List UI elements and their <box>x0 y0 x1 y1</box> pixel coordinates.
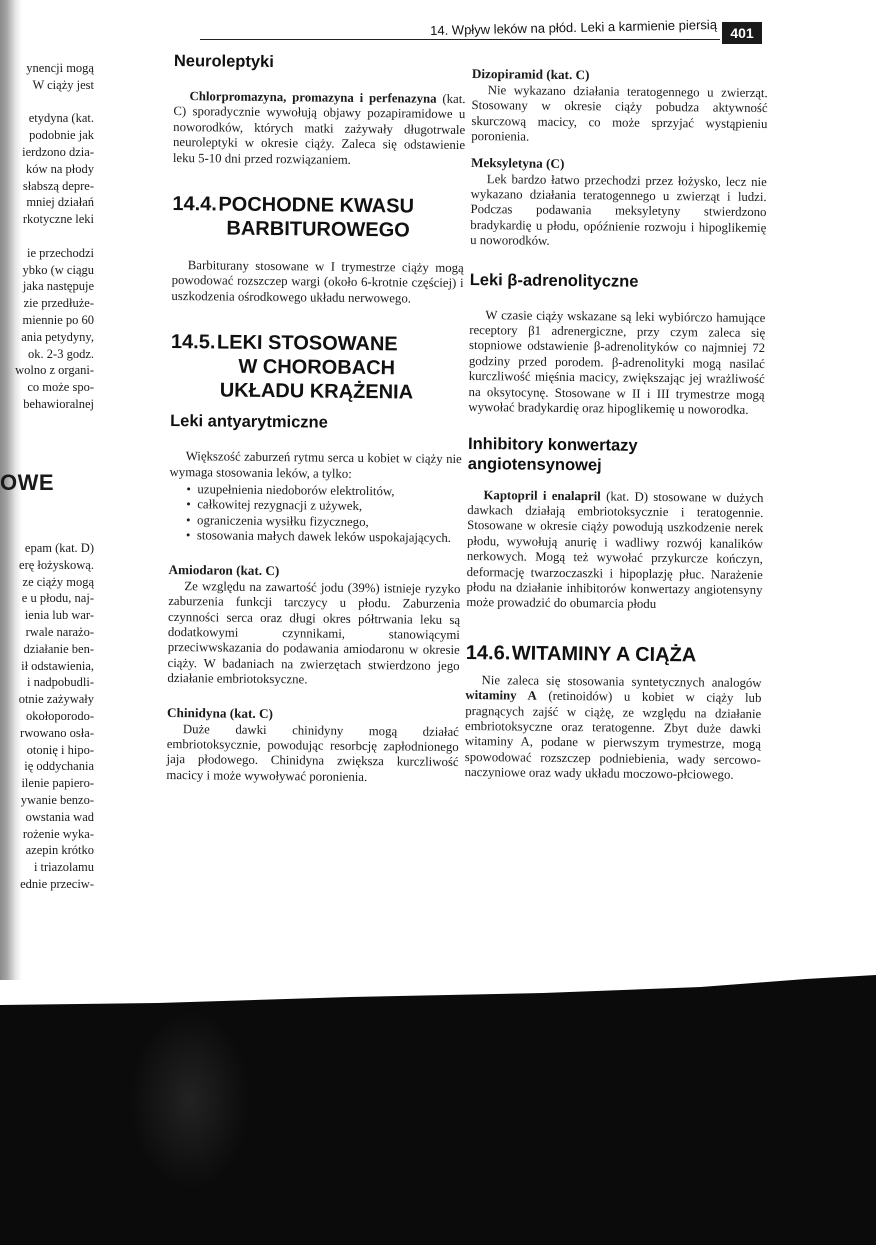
left-fragment-line: ybko (w ciągu <box>22 262 94 277</box>
neuroleptyki-lead: Chlorpromazyna, promazyna i perfenazyna <box>189 89 437 106</box>
left-fragment-line: ienia lub war- <box>24 608 94 623</box>
ace-inhibitors-text: (kat. D) stosowane w dużych dawkach działają embriotoksycznie i teratogennie. Stosowane w okresie ciąży powodują uszkodzenie nerek płodu, wywołują anurię i wadliwy rozwój kanalików nerkowych. Mogą też wywołać przykurcze kończyn, deformację twarzoczaszki i hipoplazję płuc. Narażenie płodu na działanie inhibitorów konwertazy angiotensyny może prowadzić do obumarcia płodu <box>466 488 764 612</box>
left-fragment-line <box>0 228 94 245</box>
list-item: • uzupełnienia niedoborów elektrolitów, <box>197 482 461 500</box>
left-fragment-line: mniej działań <box>26 195 94 210</box>
right-column <box>465 66 768 784</box>
witaminy-text-b: (retinoidów) u kobiet w ciąży lub pragnących zajść w ciążę, ze względu na działanie embriotoksyczne oraz teratogenne. Zbyt duże dawki witaminy A, podane w pierwszym trymestrze, mogą spowodować rozszczep podniebienia, wady sercowo-naczyniowe oraz wady układu moczowo-płciowego. <box>464 688 762 782</box>
amiodaron-paragraph: Ze względu na zawartość jodu (39%) istnieje ryzyko zaburzenia funkcji tarczycy u płodu. Zaburzenia czynności serca oraz długi okres półtrwania leku są dodatkowymi czynnikami, stanowiącymi przeciwwskazania do podawania amiodaronu w okresie ciąży. W badaniach na zwierzętach stwierdzono jego działanie embriotoksyczne. <box>167 578 461 687</box>
barbiturany-paragraph: Barbiturany stosowane w I trymestrze ciąży mogą powodować rozszczep wargi (około 6-krotnie częściej) i uszkodzenia ośrodkowego układu nerwowego. <box>171 258 464 306</box>
left-fragment-line: ię oddychania <box>24 759 94 774</box>
chinidyna-paragraph: Duże dawki chinidyny mogą działać embriotoksycznie, powodując resorbcję zapłodnionego jaja płodowego. Chinidyna zwiększa kurczliwość macicy i może wywoływać poronienia. <box>166 721 459 784</box>
section-14-5-number: 14.5. <box>170 331 216 354</box>
section-14-4-line1: POCHODNE KWASU <box>218 193 415 218</box>
left-fragment-line: W ciąży jest <box>32 77 94 92</box>
left-fragment-line: miennie po 60 <box>22 312 94 327</box>
list-item: • ograniczenia wysiłku fizycznego, <box>197 513 461 531</box>
meksyletyna-paragraph: Lek bardzo łatwo przechodzi przez łożysko, lecz nie wykazano działania teratogennego u zwierząt i ludzi. Podczas podawania meksyletyny stwierdzono bradykardię u płodu, opóźnienie rozwoju i hipoglikemię u noworodków. <box>470 171 767 249</box>
left-fragment-line: behawioralnej <box>23 396 94 411</box>
left-fragment-line: działanie ben- <box>23 641 94 656</box>
section-14-4-heading <box>172 192 464 243</box>
left-fragment-line: ków na płody <box>25 161 94 176</box>
left-fragment-line: jaka następuje <box>22 279 94 294</box>
left-fragment-line: co może spo- <box>27 380 94 395</box>
left-fragment-line: rożenie wyka- <box>22 826 94 841</box>
witaminy-bold: witaminy A <box>465 688 537 703</box>
left-fragment-line: ie przechodzi <box>27 245 94 260</box>
left-fragment-line: ednie przeciw- <box>20 876 94 891</box>
witaminy-paragraph <box>465 673 762 784</box>
left-fragment-line: i nadpobudli- <box>26 675 94 690</box>
left-fragment-line: ił odstawienia, <box>21 658 94 673</box>
left-fragment-line: słabszą depre- <box>22 178 94 193</box>
neuroleptyki-heading: Neuroleptyki <box>173 52 274 72</box>
dizopiramid-heading: Dizopiramid (kat. C) <box>471 66 590 83</box>
left-fragment-line: ierdzono dzia- <box>22 144 94 159</box>
left-fragment-line: rwowano osła- <box>20 725 94 740</box>
dizopiramid-paragraph: Nie wykazano działania teratogennego u zwierząt. Stosowany w okresie ciąży pobudza aktywność skurczową macicy, co może sprzyjać wystąpieniu poronienia. <box>471 83 768 144</box>
left-fragment-line: otnie zażywały <box>18 692 94 707</box>
section-14-4-line2: BARBITUROWEGO <box>226 217 410 242</box>
antyarytmiczne-heading: Leki antyarytmiczne <box>170 412 328 432</box>
list-item: • całkowitej rezygnacji z używek, <box>197 498 461 516</box>
left-fragment-line <box>0 94 94 111</box>
list-item: • stosowania małych dawek leków uspokajających. <box>197 529 461 547</box>
left-fragment-line: owstania wad <box>25 809 94 824</box>
ace-inhibitors-lead: Kaptopril i enalapril <box>483 487 601 503</box>
left-fragment-line: epam (kat. D) <box>24 541 94 555</box>
left-fragment-line: etydyna (kat. <box>28 111 94 126</box>
section-14-6-title: WITAMINY A CIĄŻA <box>511 642 697 667</box>
left-fragment-line: erę łożyskową. <box>19 557 94 572</box>
left-fragment-line: ywanie benzo- <box>20 792 94 807</box>
neuroleptyki-text: (kat. C) sporadycznie wywołują objawy pozapiramidowe u noworodków, których matki zażywały długotrwale neuroleptyki w okresie ciąży. Zaleca się odstawienie leku 5-10 dni przed rozwiązaniem. <box>172 91 466 167</box>
beta-blockers-heading: Leki β-adrenolityczne <box>469 270 639 291</box>
left-fragment-line: rkotyczne leki <box>22 212 94 227</box>
left-fragment-line: okołoporodo- <box>25 708 94 723</box>
left-fragment-line: e u płodu, naj- <box>21 591 94 606</box>
left-fragment-line: ok. 2-3 godz. <box>28 346 94 361</box>
chinidyna-heading: Chinidyna (kat. C) <box>167 704 274 721</box>
witaminy-text-a: Nie zaleca się stosowania syntetycznych analogów <box>481 672 762 690</box>
left-fragment-line: ze ciąży mogą <box>22 574 94 589</box>
left-fragment-line: rwale narażo- <box>25 624 94 639</box>
middle-column <box>166 52 466 786</box>
running-header: 14. Wpływ leków na płód. Leki a karmienie piersią <box>430 16 718 38</box>
left-fragment-line: zie przedłuże- <box>23 296 94 311</box>
amiodaron-heading: Amiodaron (kat. C) <box>168 561 280 578</box>
section-14-6-number: 14.6. <box>465 641 511 665</box>
left-section-heading-fragment: OWE <box>0 470 55 495</box>
left-fragment-line: ilenie papiero- <box>21 776 94 791</box>
neuroleptyki-paragraph <box>173 89 466 169</box>
section-14-4-number: 14.4. <box>172 193 218 216</box>
meksyletyna-heading: Meksyletyna (C) <box>470 154 565 171</box>
left-fragment-line: azepin krótko <box>25 843 94 858</box>
left-page-fragment-lower <box>0 540 94 893</box>
left-fragment-line: otonię i hipo- <box>26 742 94 757</box>
left-page-fragment <box>0 60 94 413</box>
section-14-5-line2: W CHOROBACH <box>238 355 396 380</box>
section-14-6-heading <box>466 641 762 668</box>
left-fragment-line: podobnie jak <box>29 128 94 143</box>
left-fragment-line: wolno z organi- <box>15 363 94 378</box>
ace-inhibitors-paragraph <box>466 487 763 613</box>
section-14-5-line1: LEKI STOSOWANE <box>216 331 398 356</box>
antyarytmiczne-list <box>169 482 462 547</box>
section-14-5-line3: UKŁADU KRĄŻENIA <box>219 379 414 404</box>
section-14-5-heading <box>170 330 463 405</box>
ace-inhibitors-heading: Inhibitory konwertazy angiotensynowej <box>467 434 638 474</box>
scan-shadow <box>130 1010 250 1190</box>
beta-blockers-paragraph: W czasie ciąży wskazane są leki wybiórczo hamujące receptory β1 adrenergiczne, przy czym zaleca się stopniowe odstawienie β-adrenolityków co najmniej 72 godziny przed porodem. β-adrenolityki mogą nasilać kurczliwość mięśnia macicy, zwiększając jej wrażliwość na oksytocynę. Stosowane w II i III trymestrze mogą wywołać bradykardię oraz hipoglikemię u noworodka. <box>468 307 766 418</box>
page-number: 401 <box>722 22 762 44</box>
left-fragment-line: i triazolamu <box>33 860 94 875</box>
header-rule <box>200 39 720 40</box>
left-fragment-line: ynencji mogą <box>26 61 94 75</box>
antyarytmiczne-paragraph: Większość zaburzeń rytmu serca u kobiet w ciąży nie wymaga stosowania leków, a tylko: <box>169 449 462 481</box>
left-fragment-line: ania petydyny, <box>21 329 94 344</box>
